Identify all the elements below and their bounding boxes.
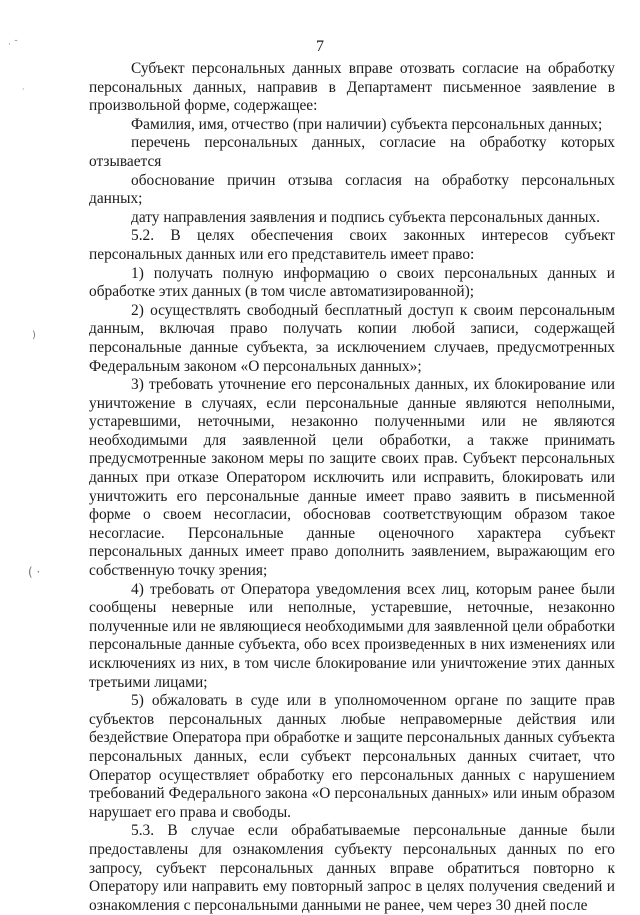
- paragraph: 4) требовать от Оператора уведомления всех лиц, которым ранее были сообщены неверные или неполные, устаревшие, неточные, незаконно полученные или не являющиеся необходимыми для заявленной цели обработки персональные данные субъекта, обо всех произведенных в них изменениях или исключениях из них, в том числе блокирование или уничтожение этих данных третьими лицами;: [89, 580, 615, 691]
- paragraph: обоснование причин отзыва согласия на обработку персональных данных;: [89, 171, 615, 208]
- paragraph: Субъект персональных данных вправе отозвать согласие на обработку персональных данных, направив в Департамент письменное заявление в произвольной форме, содержащее:: [89, 60, 615, 115]
- paragraph: 5) обжаловать в суде или в уполномоченном органе по защите прав субъектов персональных данных любые неправомерные действия или бездействие Оператора при обработке и защите персональных данных субъекта персональных данных, если субъект персональных данных считает, что Оператор осуществляет обработку его персональных данных с нарушением требований Федерального закона «О персональных данных» или иным образом нарушает его права и свободы.: [89, 692, 615, 821]
- scan-mark: ·: [22, 85, 25, 94]
- document-body: [89, 60, 615, 915]
- scan-mark: · ˘: [8, 40, 19, 50]
- scan-mark: ( ·: [28, 565, 41, 579]
- paragraph: 5.2. В целях обеспечения своих законных интересов субъект персональных данных или его представитель имеет право:: [89, 227, 615, 263]
- paragraph: 1) получать полную информацию о своих персональных данных и обработке этих данных (в том числе автоматизированной);: [89, 264, 615, 301]
- paragraph: дату направления заявления и подпись субъекта персональных данных.: [131, 208, 601, 226]
- paragraph: Фамилия, имя, отчество (при наличии) субъекта персональных данных;: [131, 115, 603, 133]
- page-number: 7: [316, 38, 324, 55]
- paragraph: 2) осуществлять свободный бесплатный доступ к своим персональным данным, включая право получать копии любой записи, содержащей персональные данные субъекта, за исключением случаев, предусмотренных Федеральным законом «О персональных данных»;: [89, 301, 615, 375]
- paragraph: 5.3. В случае если обрабатываемые персональные данные были предоставлены для ознакомления субъекту персональных данных по его запросу, субъект персональных данных вправе обратиться повторно к Оператору или направить ему повторный запрос в целях получения сведений и ознакомления с персональными данными не ранее, чем через 30 дней после: [89, 822, 615, 914]
- paragraph: перечень персональных данных, согласие на обработку которых отзывается: [89, 134, 615, 170]
- scan-mark: ): [32, 330, 36, 341]
- paragraph: 3) требовать уточнение его персональных данных, их блокирование или уничтожение в случаях, если персональные данные являются неполными, устаревшими, неточными, незаконно полученными или не являются необходимыми для заявленной цели обработки, а также принимать предусмотренные законом меры по защите своих прав. Субъект персональных данных при отказе Оператором исключить или исправить, блокировать или уничтожить его персональные данные имеет право заявить в письменной форме о своем несогласии, обосновав соответствующим образом такое несогласие. Персональные данные оценочного характера субъект персональных данных имеет право дополнить заявлением, выражающим его собственную точку зрения;: [89, 376, 615, 580]
